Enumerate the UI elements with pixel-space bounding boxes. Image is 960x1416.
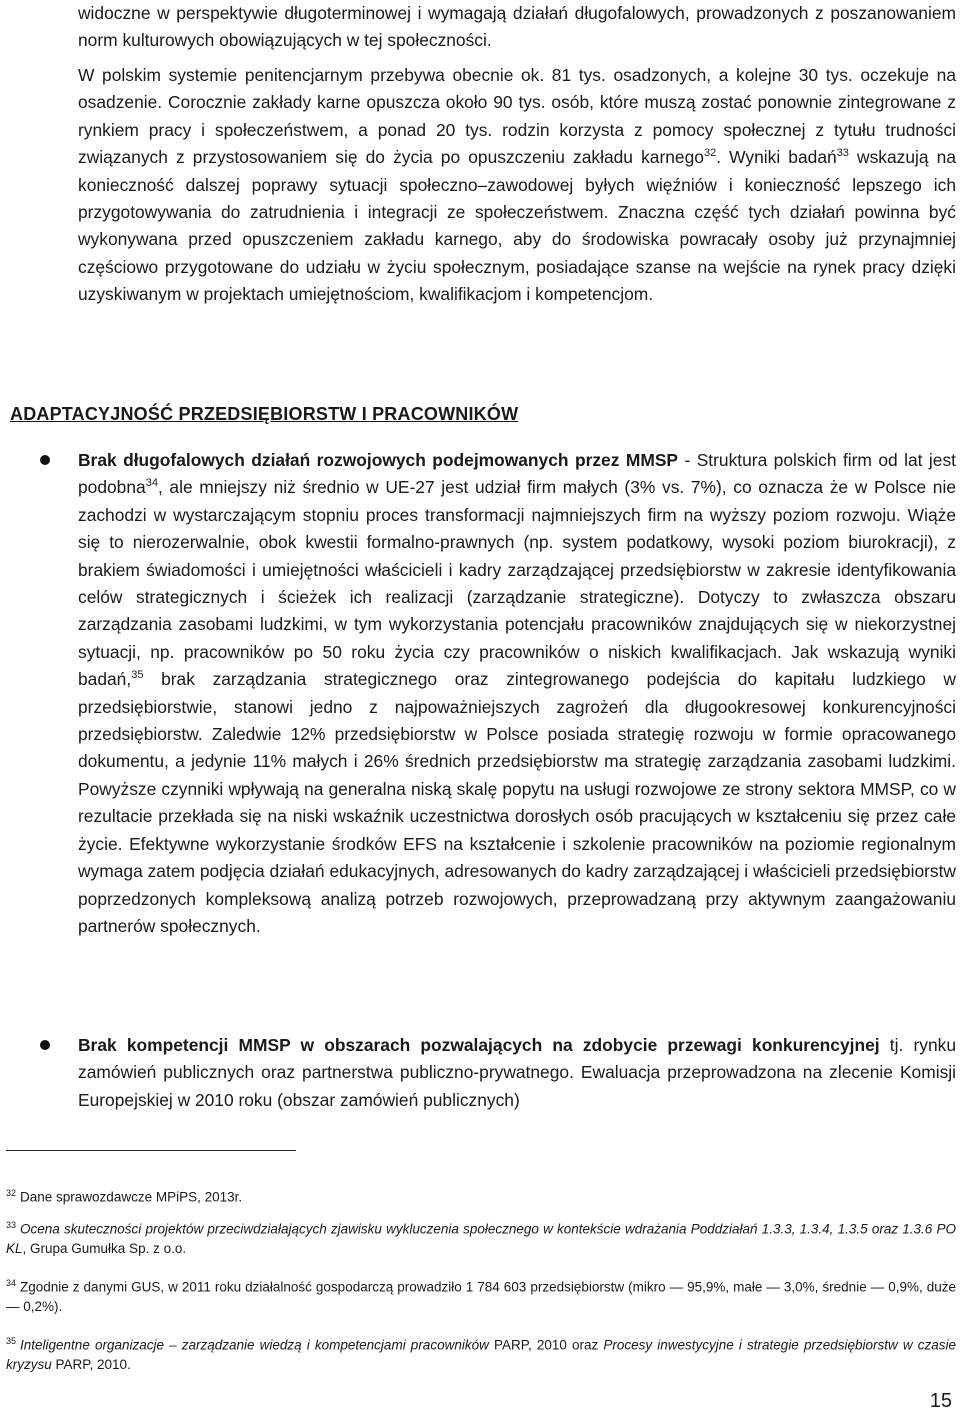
footnote-number: 32 bbox=[6, 1188, 17, 1198]
bullet-item-1 bbox=[78, 447, 956, 940]
footnote-separator bbox=[6, 1150, 296, 1151]
bullet-item-2 bbox=[78, 1032, 956, 1114]
footnote-35 bbox=[6, 1332, 956, 1374]
footnote-number: 35 bbox=[6, 1336, 17, 1346]
bullet-icon bbox=[40, 1040, 50, 1050]
intro-text: widoczne w perspektywie długoterminowej i wymagają działań długofalowych, prowadzonych z poszanowaniem norm kulturowych obowiązujących w tej społeczności. bbox=[78, 3, 956, 51]
intro-text-a: W polskim systemie penitencjarnym przebywa obecnie ok. 81 tys. osadzonych, a kolejne 30 tys. oczekuje na osadzenie. Corocznie zakłady karne opuszcza około 90 tys. osób, które muszą zostać ponownie zintegrowane z rynkiem pracy i społeczeństwem, a ponad 20 tys. rodzin korzysta z pomocy społecznej z tytułu trudności związanych z przystosowaniem się do życia po opuszczeniu zakładu karnego bbox=[78, 65, 956, 168]
footnote-text: Dane sprawozdawcze MPiPS, 2013r. bbox=[20, 1189, 243, 1205]
footnote-34 bbox=[6, 1274, 956, 1316]
footnote-text: PARP, 2010 oraz bbox=[488, 1337, 604, 1353]
page-number: 15 bbox=[929, 1390, 952, 1412]
footnote-ref-32[interactable]: 32 bbox=[703, 147, 717, 160]
footnote-title: Ocena skuteczności projektów przeciwdziałających zjawisku wykluczenia społecznego w kontekście wdrażania Poddziałań 1.3.3, 1.3.4, 1.3.5 oraz 1.3.6 PO KL bbox=[6, 1221, 956, 1256]
intro-text-b: . Wyniki badań bbox=[716, 147, 837, 168]
footnote-ref-33[interactable]: 33 bbox=[836, 147, 849, 160]
footnote-text: Zgodnie z danymi GUS, w 2011 roku działalność gospodarczą prowadziło 1 784 603 przedsiębiorstw (mikro — 95,9%, małe — 3,0%, średnie — 0,9%, duże — 0,2%). bbox=[6, 1279, 956, 1314]
footnote-number: 34 bbox=[6, 1278, 17, 1288]
footnote-33 bbox=[6, 1216, 956, 1258]
bullet-1-text-b: , ale mniejszy niż średnio w UE-27 jest udział firm małych (3% vs. 7%), co oznacza że w Polsce nie zachodzi w wystarczającym stopniu proces transformacji najmniejszych firm na wyższy poziom rozwoju. Wiąże się to nierozerwalnie, obok kwestii formalno-prawnych (np. system podatkowy, wysoki poziom biurokracji), z brakiem świadomości i umiejętności właścicieli i kadry zarządzającej przedsiębiorstw w zakresie identyfikowania celów strategicznych i ścieżek ich realizacji (zarządzanie strategiczne). Dotyczy to zwłaszcza obszaru zarządzania zasobami ludzkimi, w tym wykorzystania potencjału pracowników znajdujących się w niekorzystnej sytuacji, np. pracowników po 50 roku życia czy pracowników o niskich kwalifikacjach. Jak wskazują wyniki badań, bbox=[78, 477, 956, 690]
footnote-ref-35[interactable]: 35 bbox=[131, 669, 144, 682]
intro-paragraph-1 bbox=[78, 0, 956, 55]
bullet-1-text-a: - Struktura polskich firm od lat jest podobna bbox=[78, 450, 956, 498]
intro-text-c: wskazują na konieczność dalszej poprawy sytuacji społeczno–zawodowej byłych więźniów i konieczność lepszego ich przygotowywania do zatrudnienia i integracji ze społeczeństwem. Znaczna część tych działań powinna być wykonywana przed opuszczeniem zakładu karnego, aby do środowiska powracały osoby już przynajmniej częściowo przygotowane do udziału w życiu społecznym, posiadające szanse na wejście na rynek pracy dzięki uzyskiwanym w projektach umiejętnościom, kwalifikacjom i kompetencjom. bbox=[78, 147, 957, 305]
bullet-icon bbox=[40, 455, 50, 465]
footnote-title-2: Procesy inwestycyjne i strategie przedsiębiorstw w czasie kryzysu bbox=[6, 1337, 956, 1372]
footnote-number: 33 bbox=[6, 1220, 17, 1230]
footnote-ref-34[interactable]: 34 bbox=[145, 477, 158, 490]
bullet-2-text: tj. rynku zamówień publicznych oraz partnerstwa publiczno-prywatnego. Ewaluacja przeprowadzona na zlecenie Komisji Europejskiej w 2010 roku (obszar zamówień publicznych) bbox=[78, 1035, 956, 1110]
section-heading: ADAPTACYJNOŚĆ PRZEDSIĘBIORSTW I PRACOWNIKÓW bbox=[10, 404, 519, 424]
footnote-text-2: PARP, 2010. bbox=[51, 1356, 131, 1372]
bullet-2-title: Brak kompetencji MMSP w obszarach pozwalających na zdobycie przewagi konkurencyjnej bbox=[78, 1035, 880, 1055]
footnote-32 bbox=[6, 1184, 956, 1207]
intro-paragraph-2 bbox=[78, 62, 956, 309]
footnote-title: Inteligentne organizacje – zarządzanie wiedzą i kompetencjami pracowników bbox=[20, 1337, 489, 1353]
footnote-text: , Grupa Gumułka Sp. z o.o. bbox=[22, 1240, 187, 1256]
bullet-1-text-c: brak zarządzania strategicznego oraz zintegrowanego podejścia do kapitału ludzkiego w przedsiębiorstwie, stanowi jedno z najpoważniejszych zagrożeń dla długookresowej konkurencyjności przedsiębiorstw. Zaledwie 12% przedsiębiorstw w Polsce posiada strategię rozwoju w formie opracowanego dokumentu, a jedynie 11% małych i 26% średnich przedsiębiorstw ma strategię zarządzania zasobami ludzkimi. Powyższe czynniki wpływają na generalna niską skalę popytu na usługi rozwojowe ze strony sektora MMSP, co w rezultacie przekłada się na niski wskaźnik uczestnictwa dorosłych osób pracujących w kształceniu się przez całe życie. Efektywne wykorzystanie środków EFS na kształcenie i szkolenie pracowników na poziomie regionalnym wymaga zatem podjęcia działań edukacyjnych, adresowanych do kadry zarządzającej i właścicieli przedsiębiorstw poprzedzonych kompleksową analizą potrzeb rozwojowych, przeprowadzaną przy aktywnym zaangażowaniu partnerów społecznych. bbox=[78, 669, 956, 936]
bullet-1-title: Brak długofalowych działań rozwojowych podejmowanych przez MMSP bbox=[78, 450, 679, 470]
